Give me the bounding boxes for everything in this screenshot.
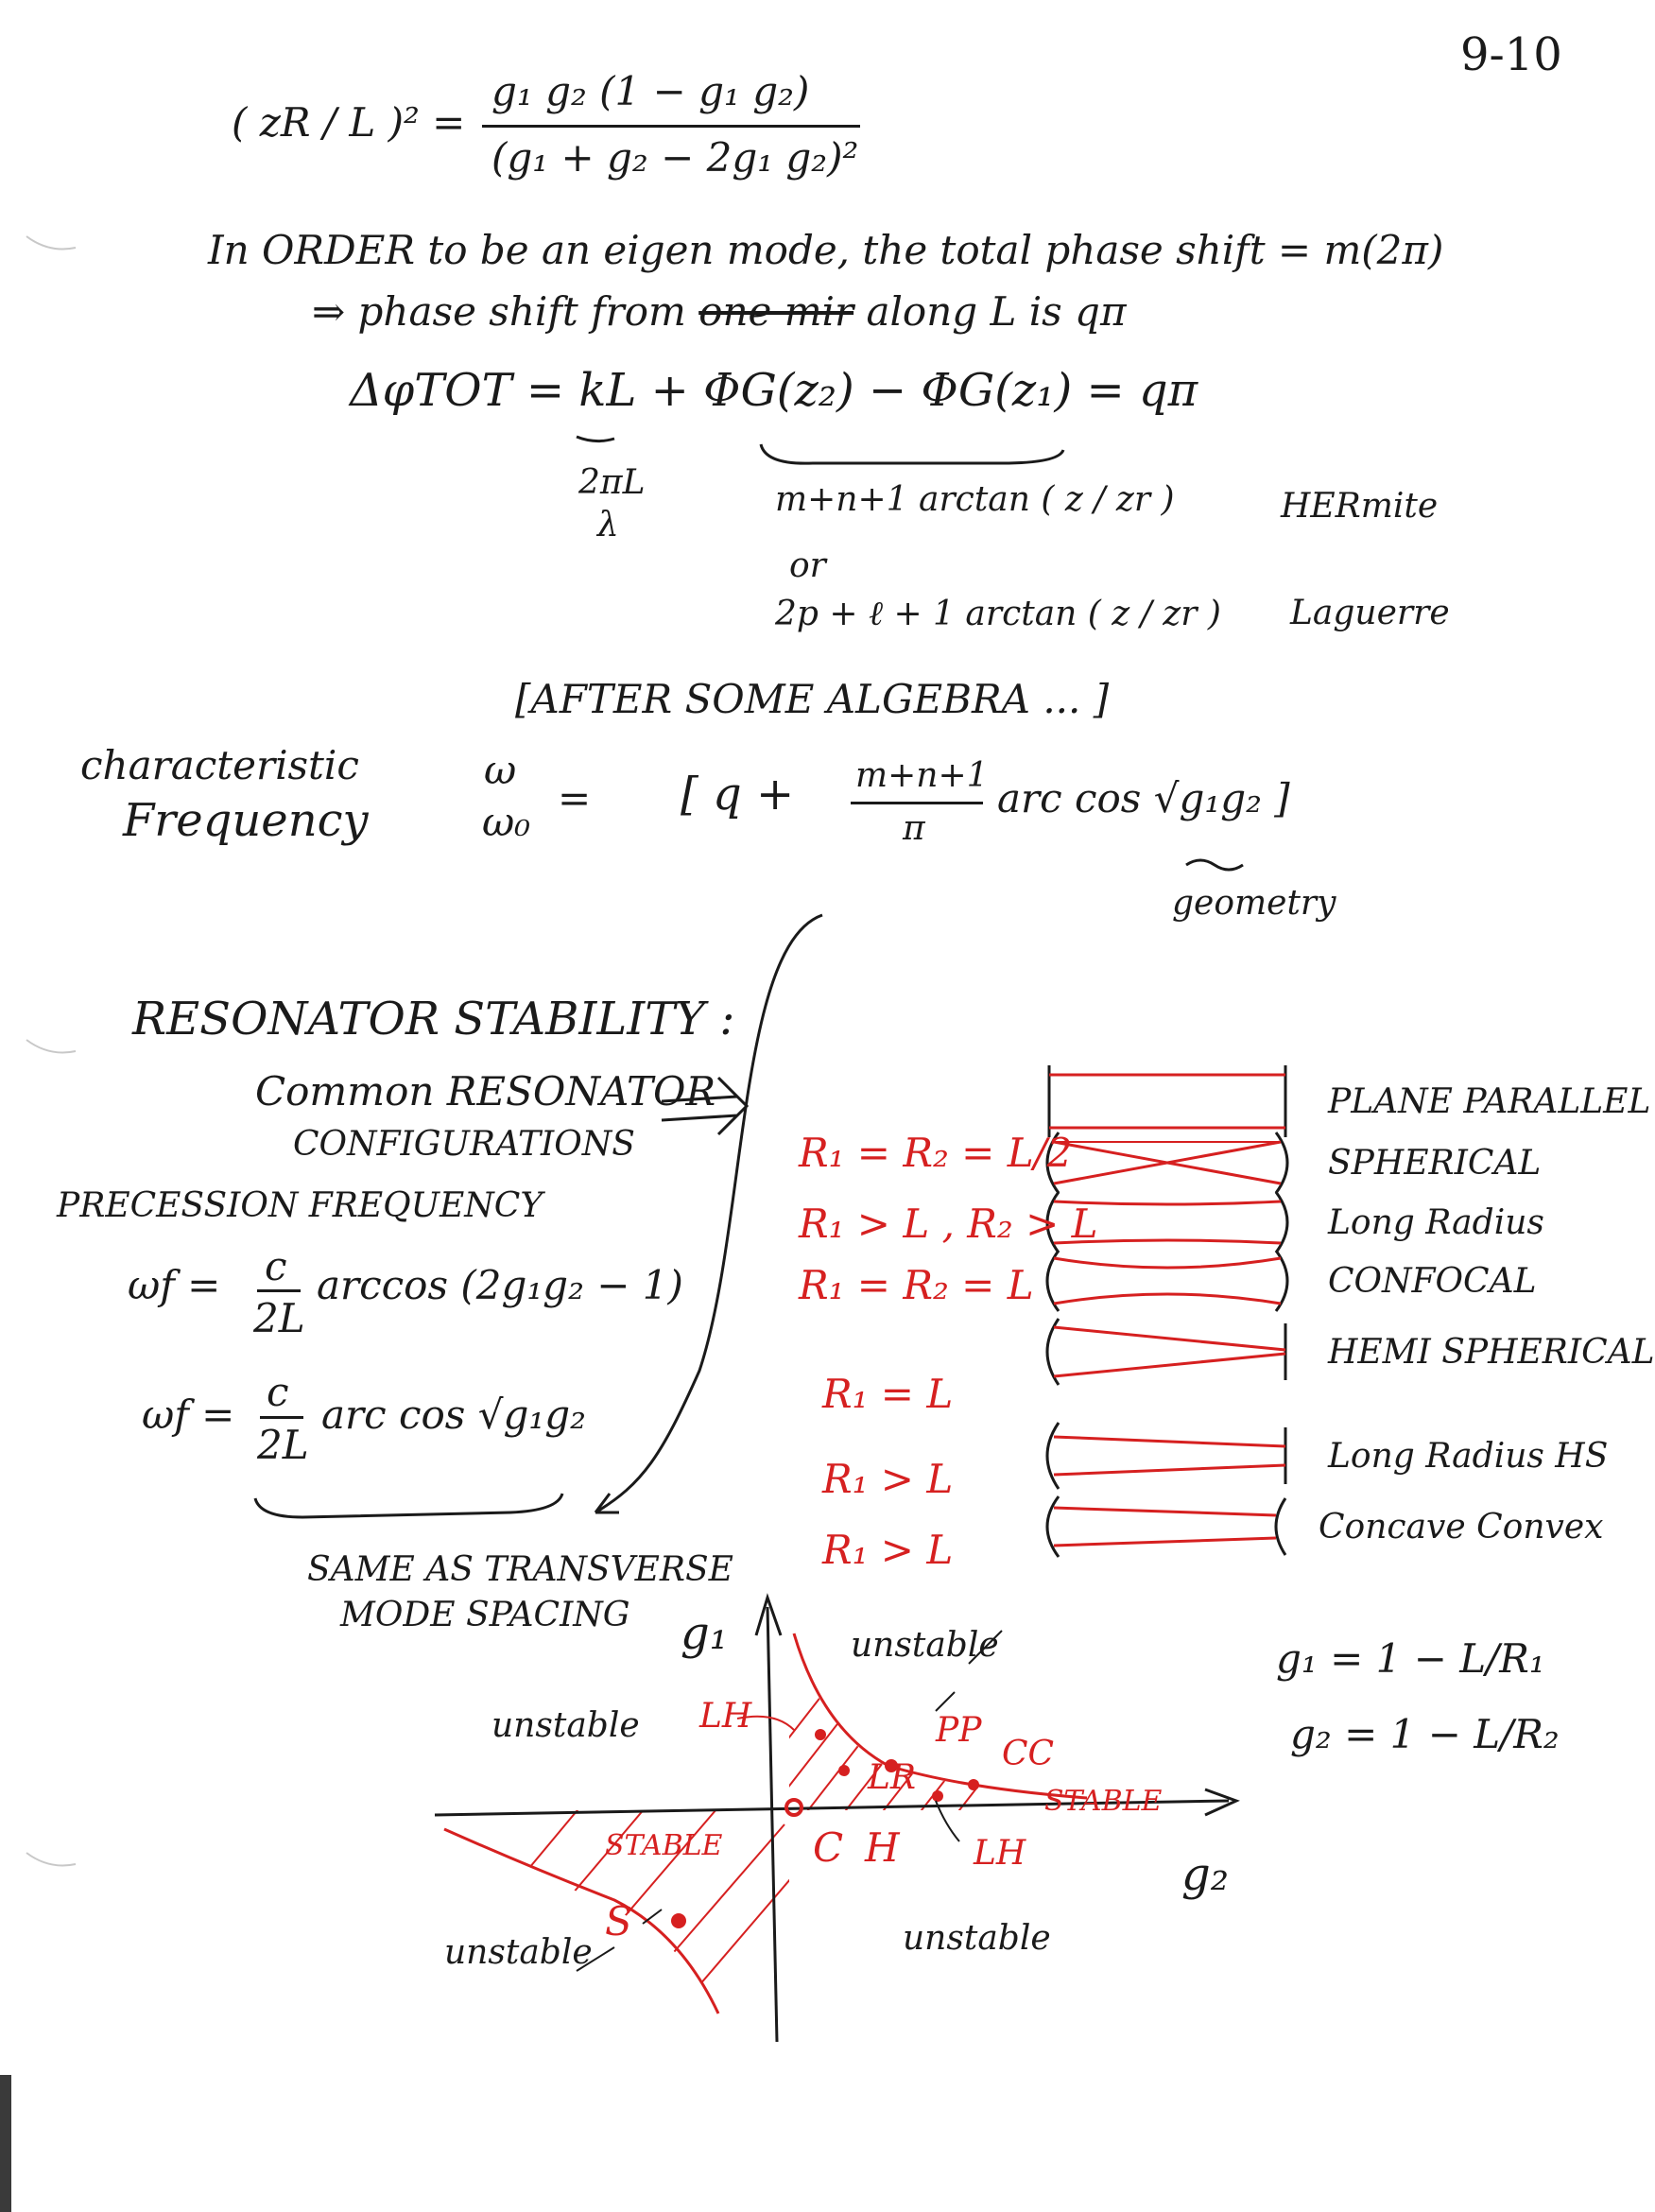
label-lh-lower: LH [974, 1834, 1026, 1873]
or-label: or [789, 546, 826, 585]
config-name-concave: Concave Convex [1319, 1508, 1604, 1547]
common-resonator: Common RESONATOR [255, 1068, 716, 1115]
config-name-plane: PLANE PARALLEL [1328, 1082, 1651, 1121]
configurations: CONFIGURATIONS [293, 1125, 635, 1164]
unstable-bottom-right: unstable [903, 1919, 1051, 1958]
char-frac-num: m+n+1 [855, 756, 989, 795]
label-lh-upper: LH [699, 1697, 752, 1736]
eq1-lhs: ( zR / L )² = [232, 99, 466, 146]
g2-definition: g₂ = 1 − L/R₂ [1290, 1711, 1560, 1757]
laguerre-label: Laguerre [1290, 594, 1450, 632]
label-pp: PP [936, 1711, 982, 1750]
point-lh-upper [815, 1729, 826, 1740]
eigen-line-2a: ⇒ phase shift from [312, 288, 686, 335]
stability-title: RESONATOR STABILITY : [132, 993, 735, 1046]
char-frac-den: π [903, 809, 925, 848]
g1-axis-line [767, 1607, 777, 2042]
label-s: S [605, 1898, 632, 1944]
point-lh-lower [932, 1790, 943, 1802]
g1-axis-label: g₁ [681, 1607, 728, 1660]
config-condition-longhs: R₁ > L [822, 1456, 954, 1502]
characteristic-label: characteristic [80, 742, 359, 788]
config-name-longhs: Long Radius HS [1328, 1437, 1609, 1476]
g1-definition: g₁ = 1 − L/R₁ [1276, 1635, 1545, 1682]
eq1-denominator: (g₁ + g₂ − 2g₁ g₂)² [491, 134, 859, 181]
prec-eq2-num: c [267, 1369, 289, 1415]
label-cc: CC [1002, 1735, 1055, 1773]
geometry-label: geometry [1172, 884, 1336, 923]
page-number: 9-10 [1460, 28, 1562, 81]
config-name-spherical: SPHERICAL [1328, 1144, 1542, 1183]
hermite-term: m+n+1 arctan ( z / zr ) [775, 480, 1175, 519]
mode-spacing: MODE SPACING [340, 1596, 630, 1634]
char-arccos: arc cos √g₁g₂ ] [997, 775, 1290, 821]
config-condition-hemi: R₁ = L [822, 1371, 954, 1417]
unstable-top-right: unstable [851, 1626, 999, 1665]
hermite-label: HERmite [1281, 487, 1439, 526]
char-rhs: [ q + [681, 768, 795, 821]
config-condition-concave: R₁ > L [822, 1527, 954, 1573]
eigen-line-2-struck: one mir [698, 288, 854, 335]
g2-axis-label: g₂ [1181, 1848, 1229, 1901]
algebra-note: [AFTER SOME ALGEBRA ... ] [515, 676, 1110, 722]
label-h: H [865, 1824, 900, 1871]
config-name-confocal: CONFOCAL [1328, 1262, 1537, 1301]
unstable-top-left: unstable [491, 1706, 640, 1745]
omega-denominator: ω₀ [482, 799, 531, 845]
unstable-bottom-left: unstable [444, 1933, 593, 1972]
eq1-numerator: g₁ g₂ (1 − g₁ g₂) [491, 68, 810, 114]
prec-eq1-den: 2L [253, 1295, 305, 1341]
prec-eq2-rhs: arc cos √g₁g₂ [321, 1391, 586, 1438]
precession-title: PRECESSION FREQUENCY [57, 1186, 543, 1225]
config-condition-confocal: R₁ = R₂ = L [799, 1262, 1034, 1308]
prec-eq1-num: c [265, 1243, 287, 1289]
config-name-long: Long Radius [1328, 1203, 1544, 1242]
frequency-label: Frequency [123, 794, 369, 847]
omega-numerator: ω [484, 747, 517, 793]
phase-equation: ΔφTOT = kL + ΦG(z₂) − ΦG(z₁) = qπ [350, 364, 1198, 417]
same-as-transverse: SAME AS TRANSVERSE [307, 1550, 733, 1589]
config-name-hemi: HEMI SPHERICAL [1328, 1333, 1655, 1372]
stable-label-right: STABLE [1044, 1785, 1163, 1818]
kl-numerator: 2πL [578, 463, 646, 502]
eigen-line-2b: along L is qπ [866, 288, 1127, 335]
laguerre-term: 2p + ℓ + 1 arctan ( z / zr ) [775, 595, 1221, 633]
prec-eq1-rhs: arccos (2g₁g₂ − 1) [317, 1262, 683, 1308]
point-cc [968, 1779, 979, 1790]
prec-eq2-lhs: ωf = [142, 1391, 235, 1438]
point-lr [838, 1765, 850, 1776]
point-spherical [671, 1913, 686, 1928]
prec-eq2-den: 2L [257, 1422, 309, 1468]
stable-label-left: STABLE [605, 1829, 723, 1862]
label-c: C [813, 1824, 844, 1871]
prec-eq1-lhs: ωf = [128, 1262, 221, 1308]
config-condition-long: R₁ > L , R₂ > L [799, 1201, 1098, 1247]
kl-denominator: λ [597, 506, 619, 544]
config-condition-spherical: R₁ = R₂ = L/2 [799, 1130, 1073, 1176]
label-lr: LR [868, 1758, 917, 1797]
eigen-line-1: In ORDER to be an eigen mode, the total phase shift = m(2π) [208, 227, 1444, 273]
